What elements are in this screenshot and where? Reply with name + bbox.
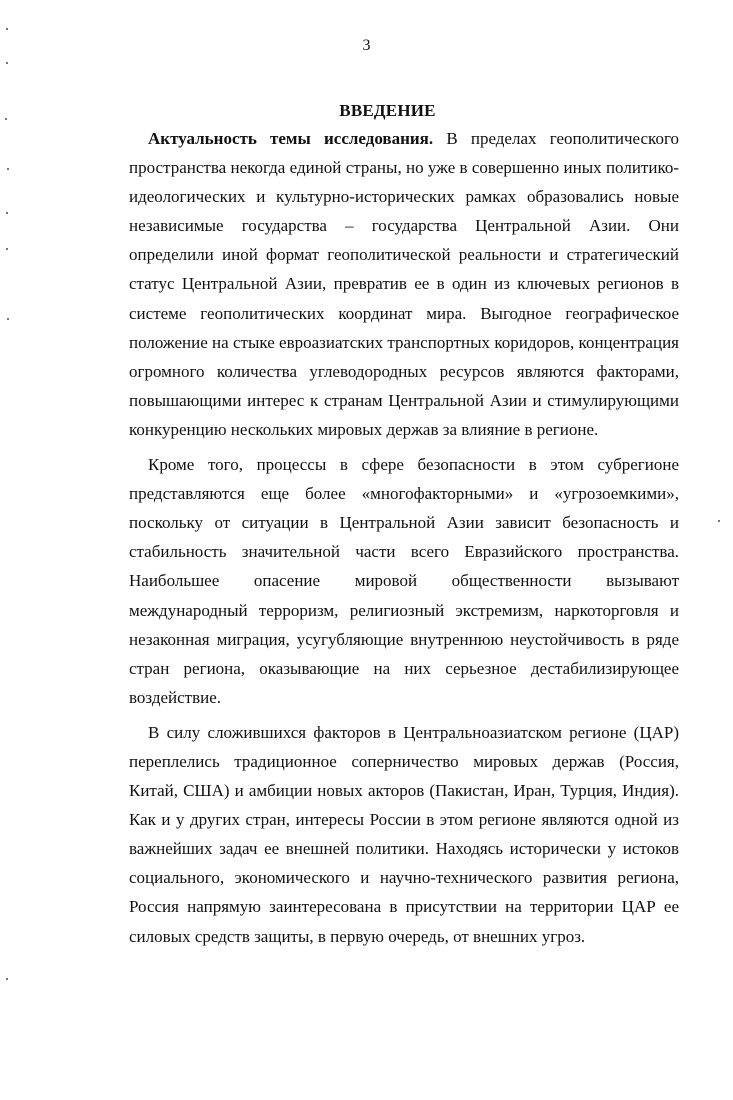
scan-artifact [7, 168, 9, 170]
document-body [129, 124, 679, 951]
paragraph-text: В пределах геополитического пространства некогда единой страны, но уже в совершенно иных политико-идеологических и культурно-исторических рамках образовались новые независимые государства – государства Центральной Азии. Они определили иной формат геополитической реальности и стратегический статус Центральной Азии, превратив ее в один из ключевых регионов в системе геополитических координат мира. Выгодное географическое положение на стыке евроазиатских транспортных коридоров, концентрация огромного количества углеводородных ресурсов являются факторами, повышающими интерес к странам Центральной Азии и стимулирующими конкуренцию нескольких мировых держав за влияние в регионе. [129, 129, 679, 439]
paragraph-relevance [129, 124, 679, 444]
page-number: 3 [362, 37, 371, 54]
scan-artifact [6, 28, 8, 30]
paragraph-lead: Актуальность темы исследования. [148, 129, 434, 148]
paragraph-security [129, 450, 679, 712]
section-heading: ВВЕДЕНИЕ [339, 101, 436, 120]
scan-artifact [7, 318, 9, 320]
paragraph-text: В силу сложившихся факторов в Центральноазиатском регионе (ЦАР) переплелись традиционное соперничество мировых держав (Россия, Китай, США) и амбиции новых акторов (Пакистан, Иран, Турция, Индия). Как и у других стран, интересы России в этом регионе являются одной из важнейших задач ее внешней политики. Находясь исторически у истоков социального, экономического и научно-технического развития региона, Россия напрямую заинтересована в присутствии на территории ЦАР ее силовых средств защиты, в первую очередь, от внешних угроз. [129, 722, 679, 946]
scan-artifact [6, 978, 8, 980]
scan-artifact [718, 520, 720, 522]
scan-artifact [6, 62, 8, 64]
paragraph-text: Кроме того, процессы в сфере безопасности в этом субрегионе представляются еще более «многофакторными» и «угрозоемкими», поскольку от ситуации в Центральной Азии зависит безопасность и стабильность значительной части всего Евразийского пространства. Наибольшее опасение мировой общественности вызывают международный терроризм, религиозный экстремизм, наркоторговля и незаконная миграция, усугубляющие внутреннюю неустойчивость в ряде стран региона, оказывающие на них серьезное дестабилизирующее воздействие. [129, 455, 679, 707]
scan-artifact [6, 212, 8, 214]
paragraph-russia-interests [129, 718, 679, 951]
scan-artifact [5, 118, 7, 120]
scan-artifact [6, 248, 8, 250]
